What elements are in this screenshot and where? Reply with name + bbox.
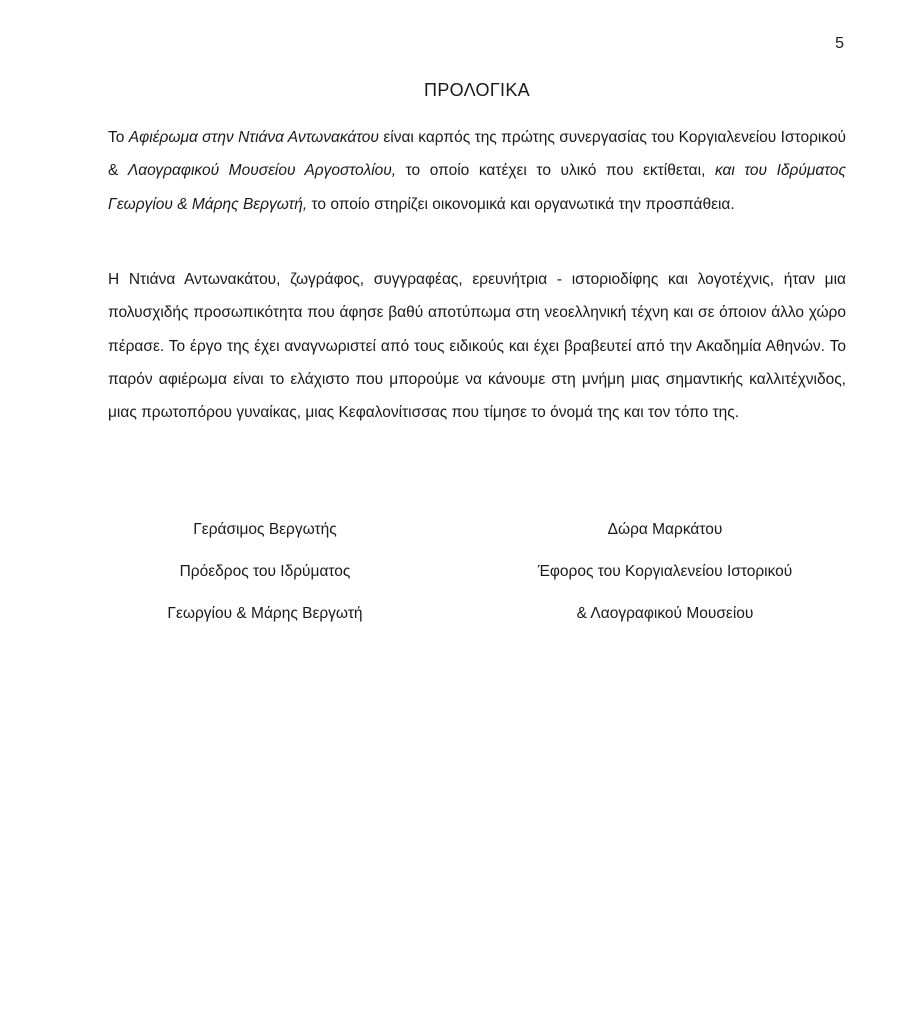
- signatory-organization: Γεωργίου & Μάρης Βεργωτή: [167, 605, 363, 622]
- signatory-role: Έφορος του Κοργιαλενείου Ιστορικού: [537, 563, 793, 580]
- paragraph-biography: Η Ντιάνα Αντωνακάτου, ζωγράφος, συγγραφέας, ερευνήτρια - ιστοριοδίφης και λογοτέχνις, ήταν μια πολυσχιδής προσωπικότητα που άφησε βαθύ αποτύπωμα στη νεοελληνική τέχνη και σε όποιον άλλο χώρο πέρασε. Το έργο της έχει αναγνωριστεί από τους ειδικούς και έχει βραβευτεί από την Ακαδημία Αθηνών. Το παρόν αφιέρωμα είναι το ελάχιστο που μπορούμε να κάνουμε στη μνήμη μιας σημαντικής καλλιτέχνιδος, μιας πρωτοπόρου γυναίκας, μιας Κεφαλονίτισσας που τίμησε το όνομά της και τον τόπο της.: [108, 271, 846, 422]
- p1-italic-museum: Λαογραφικού Μουσείου Αργοστολίου,: [127, 162, 397, 180]
- signatory-name: Δώρα Μαρκάτου: [607, 521, 723, 538]
- p1-text-3: το οποίο κατέχει το υλικό που εκτίθεται,: [396, 162, 715, 180]
- paragraph-intro: [108, 121, 846, 221]
- p1-italic-tribute-title: Αφιέρωμα στην Ντιάνα Αντωνακάτου: [128, 129, 379, 146]
- p1-text-1: Το: [108, 129, 129, 146]
- p1-text-4: το οποίο στηρίζει οικονομικά και οργανωτικά την προσπάθεια.: [307, 195, 735, 213]
- page-title: ΠΡΟΛΟΓΙΚΑ: [424, 80, 530, 100]
- signatory-organization: & Λαογραφικού Μουσείου: [576, 605, 754, 622]
- signature-block-right: [500, 514, 830, 640]
- signatory-role: Πρόεδρος του Ιδρύματος: [179, 563, 351, 580]
- page-number: 5: [835, 35, 844, 52]
- p1-text-2: είναι καρπός της πρώτης συνεργασίας του Κοργιαλενείου Ιστορικού &: [108, 129, 846, 180]
- signatory-name: Γεράσιμος Βεργωτής: [193, 521, 337, 538]
- p1-italic-foundation: και του Ιδρύματος Γεωργίου & Μάρης Βεργωτή,: [108, 162, 846, 213]
- signature-block-left: [100, 514, 430, 640]
